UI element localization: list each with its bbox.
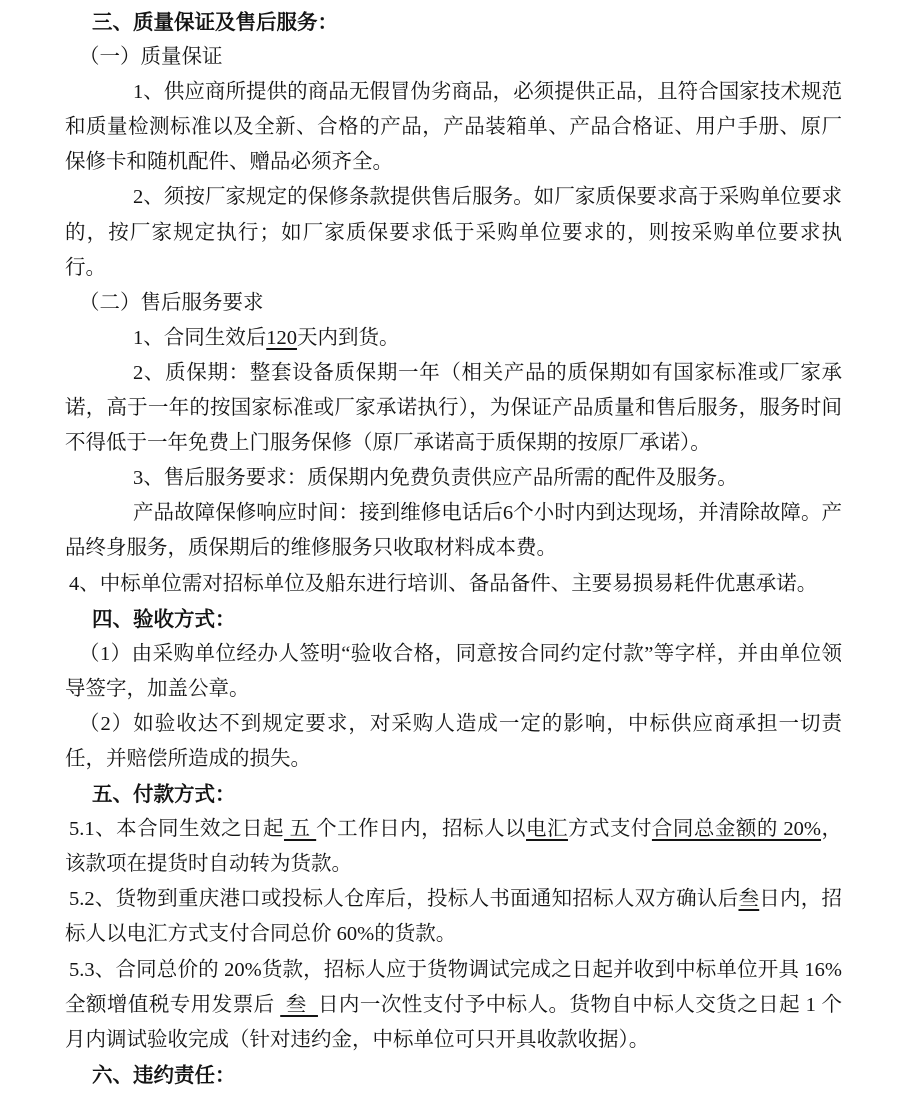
contract-text-body	[65, 5, 842, 1093]
text-run: 1、合同生效后	[133, 326, 267, 349]
text-run: （2）如验收达不到规定要求，对采购人造成一定的影响，中标供应商承担一切责任，并赔偿所造成的损失。	[65, 712, 842, 770]
text-run: 四、验收方式：	[92, 607, 236, 631]
text-run: 产品故障保修响应时间：接到维修电话后6个小时内到达现场，并清除故障。产品终身服务，质保期后的维修服务只收取材料成本费。	[65, 502, 842, 560]
underlined-fill-in-text: 120	[266, 326, 297, 349]
section-heading	[65, 777, 842, 812]
text-run: 六、违约责任：	[92, 1063, 236, 1087]
text-run: 三、质量保证及售后服务：	[92, 11, 338, 34]
paragraph	[65, 75, 842, 180]
paragraph	[65, 180, 842, 285]
underlined-fill-in-text: 电汇	[526, 818, 568, 841]
paragraph	[65, 953, 842, 1058]
text-run: 日内一次性支付予中标人。货物自中标人交货之日起 1 个月内调试验收完成（针对违约金，中标单位可只开具收款收据）。	[65, 993, 843, 1051]
paragraph	[65, 637, 842, 707]
text-run: 个工作日内，招标人以	[316, 818, 527, 841]
text-run: 2、须按厂家规定的保修条款提供售后服务。如厂家质保要求高于采购单位要求的，按厂家规定执行；如厂家质保要求低于采购单位要求的，则按采购单位要求执行。	[65, 186, 842, 279]
paragraph	[65, 286, 842, 321]
section-heading	[65, 5, 842, 40]
text-run: 2、质保期：整套设备质保期一年（相关产品的质保期如有国家标准或厂家承诺，高于一年的按国家标准或厂家承诺执行），为保证产品质量和售后服务，服务时间不得低于一年免费上门服务保修（原厂承诺高于质保期的按原厂承诺）。	[65, 361, 842, 455]
paragraph	[65, 356, 842, 461]
section-heading	[65, 602, 842, 637]
text-run: 3、售后服务要求：质保期内免费负责供应产品所需的配件及服务。	[133, 467, 738, 490]
text-run: 方式支付	[567, 818, 652, 841]
paragraph	[65, 40, 842, 75]
paragraph	[65, 567, 842, 602]
text-run: 五、付款方式：	[92, 783, 236, 807]
text-run: 日内，招标人以电汇方式支付合同总价 60%的货款。	[65, 888, 843, 946]
text-run: （一）质量保证	[79, 46, 223, 69]
text-run: 天内到货。	[297, 326, 400, 349]
paragraph	[65, 812, 842, 882]
paragraph	[65, 496, 842, 566]
text-run: 5.1、本合同生效之日起	[69, 818, 284, 841]
underlined-fill-in-text: 叁	[738, 888, 760, 911]
text-run: （1）由采购单位经办人签明“验收合格，同意按合同约定付款”等字样，并由单位领导签字，加盖公章。	[65, 642, 842, 700]
underlined-fill-in-text: 合同总金额的 20%	[651, 818, 822, 841]
text-run: 4、中标单位需对招标单位及船东进行培训、备品备件、主要易损易耗件优惠承诺。	[69, 572, 818, 595]
text-run: （二）售后服务要求	[79, 291, 264, 314]
paragraph	[65, 461, 842, 496]
text-run: 5.2、货物到重庆港口或投标人仓库后，投标人书面通知招标人双方确认后	[69, 888, 739, 911]
text-run: 5.3、合同总价的 20%货款，招标人应于货物调试完成之日起并收到中标单位开具 16%全额增值税专用发票后	[65, 958, 842, 1016]
underlined-fill-in-text: 叁	[280, 993, 318, 1016]
text-run: ，该款项在提货时自动转为货款。	[65, 818, 842, 876]
underlined-fill-in-text: 五	[283, 818, 317, 841]
section-heading	[65, 1058, 842, 1093]
paragraph	[65, 707, 842, 777]
text-run: 1、供应商所提供的商品无假冒伪劣商品，必须提供正品，且符合国家技术规范和质量检测标准以及全新、合格的产品，产品装箱单、产品合格证、用户手册、原厂保修卡和随机配件、赠品必须齐全。	[65, 81, 842, 174]
paragraph	[65, 321, 842, 356]
paragraph	[65, 882, 842, 952]
